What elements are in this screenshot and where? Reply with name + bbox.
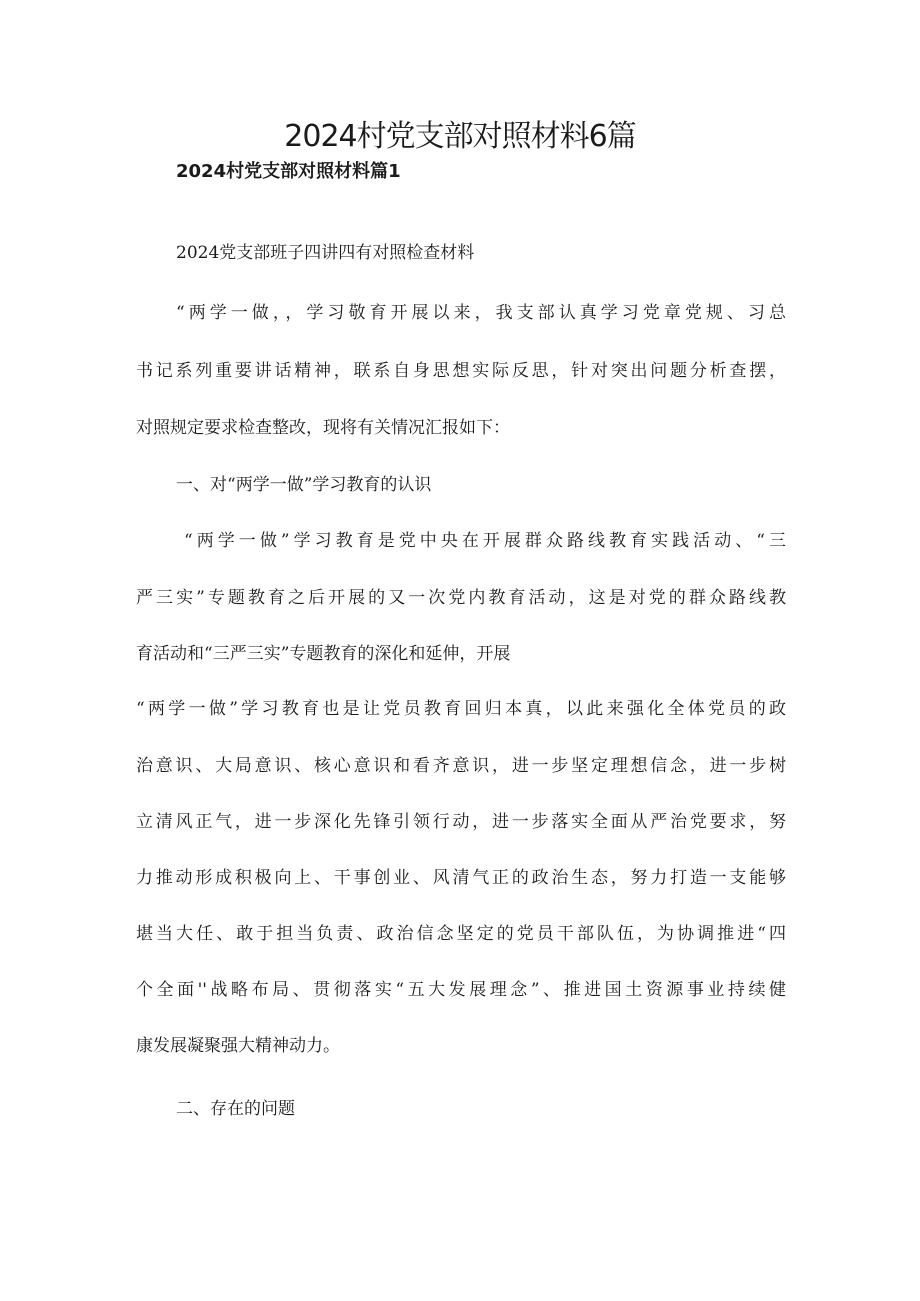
- intro-line: “两学一做，，学习敬育开展以来，我支部认真学习党章党规、习总: [176, 303, 786, 323]
- body-line: 力推动形成积极向上、干事创业、风清气正的政治生态，努力打造一支能够: [136, 868, 786, 888]
- body-line: 康发展凝聚强大精神动力。: [136, 1036, 340, 1056]
- body-line: “两学一做”学习教育也是让党员教育回归本真，以此来强化全体党员的政: [136, 699, 786, 719]
- body-line: 治意识、大局意识、核心意识和看齐意识，进一步坚定理想信念，进一步树: [136, 756, 786, 776]
- body-line: 育活动和“三严三实”专题教育的深化和延伸，开展: [136, 644, 511, 664]
- document-title: 2024村党支部对照材料6篇: [284, 119, 636, 154]
- intro-line: 书记系列重要讲话精神，联系自身思想实际反思，针对突出问题分析查摆，: [136, 361, 786, 381]
- section-heading: 2024村党支部对照材料篇1: [176, 161, 401, 182]
- body-line: 立清风正气，进一步深化先锋引领行动，进一步落实全面从严治党要求，努: [136, 812, 786, 832]
- body-line: 个全面''战略布局、贯彻落实“五大发展理念”、推进国土资源事业持续健: [136, 980, 786, 1000]
- intro-line: 对照规定要求检查整改，现将有关情况汇报如下：: [136, 418, 510, 438]
- section-heading-1: 一、对“两学一做”学习教育的认识: [176, 475, 432, 495]
- body-line: 严三实”专题教育之后开展的又一次党内教育活动，这是对党的群众路线教: [136, 588, 786, 608]
- body-line: 堪当大任、敢于担当负责、政治信念坚定的党员干部队伍，为协调推进“四: [136, 924, 786, 944]
- material-title: 2024党支部班子四讲四有对照检查材料: [176, 243, 475, 263]
- body-line: “两学一做”学习教育是党中央在开展群众路线教育实践活动、“三: [184, 531, 786, 551]
- section-heading-2: 二、存在的问题: [176, 1099, 295, 1119]
